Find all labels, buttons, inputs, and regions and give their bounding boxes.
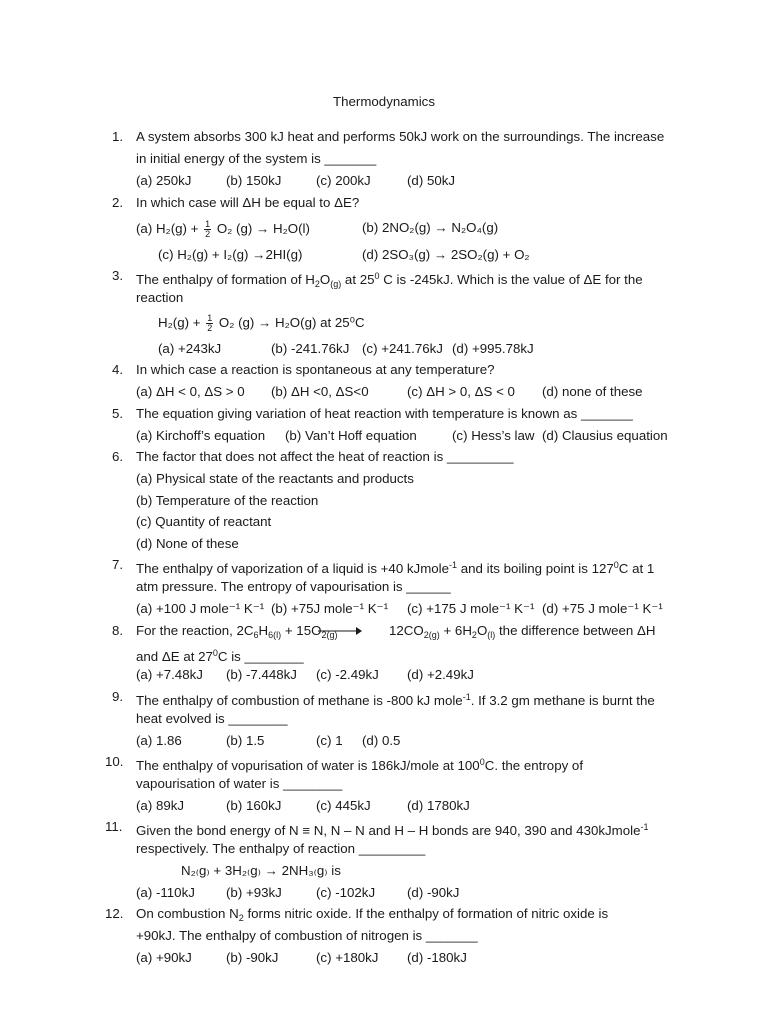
option-a [136,220,310,239]
fraction [206,314,213,333]
question-text [389,623,655,643]
subscript: 6(l) [268,630,282,640]
question-text [136,557,654,577]
option-a: (a) 89kJ [136,798,185,813]
text: O [319,272,331,287]
text: C is -245kJ. Which is the value of ΔE for the [379,272,643,287]
page-title: Thermodynamics [333,94,435,109]
question-text: A system absorbs 300 kJ heat and performs 50kJ work on the surroundings. The increase [136,129,665,144]
text: . If 3.2 gm methane is burnt the [470,693,655,708]
question-text [136,754,583,774]
fraction-numerator: 1 [205,219,211,229]
question-number: 4. [112,362,124,377]
text: C at 1 [618,561,655,576]
text: H [258,623,269,638]
question-text: vapourisation of water is ________ [136,776,343,791]
text: the difference between ΔH [495,623,656,638]
option-c: (c) H₂(g) + I₂(g) →2HI(g) [158,247,303,262]
text: O₂ (g) → H₂O(g) at 25⁰C [218,315,365,331]
option-c: (c) +180kJ [316,950,379,965]
superscript: 0 [374,271,380,281]
option-c: (c) 445kJ [316,798,371,813]
superscript: 0 [613,560,619,570]
option-c: (c) +175 J mole⁻¹ K⁻¹ [407,601,535,616]
option-b: (b) +93kJ [226,885,282,900]
option-b: (b) -241.76kJ [271,341,350,356]
superscript: 0 [479,757,485,767]
subscript: 2(g) [321,630,338,640]
question-text: reaction [136,290,184,305]
question-text: atm pressure. The entropy of vapourisation is ______ [136,579,451,594]
text: and ΔE at 27 [136,649,213,664]
question-number: 5. [112,406,124,421]
option-text: O₂ (g) → H₂O(l) [216,221,310,237]
option-c: (c) ΔH > 0, ΔS < 0 [407,384,515,399]
text: forms nitric oxide. If the enthalpy of formation of nitric oxide is [243,906,609,921]
superscript: 0 [212,648,218,658]
option-a: (a) 250kJ [136,173,192,188]
option-b: (b) +75J mole⁻¹ K⁻¹ [271,601,389,616]
option-b: (b) ΔH <0, ΔS<0 [271,384,369,399]
option-d: (d) None of these [136,536,239,551]
subscript: (g) [330,279,342,289]
question-text [136,906,608,926]
option-a: (a) -110kJ [136,885,195,900]
option-d: (d) -90kJ [407,885,460,900]
option-c: (c) 1 [316,733,343,748]
text: On combustion N [136,906,239,921]
subscript: 2 [314,279,320,289]
superscript: -1 [640,822,649,832]
option-d: (d) +2.49kJ [407,667,474,682]
question-number: 1. [112,129,124,144]
question-text: The factor that does not affect the heat of reaction is _________ [136,449,514,464]
reaction-equation [158,314,365,333]
option-a: (a) +243kJ [158,341,222,356]
option-d: (d) 50kJ [407,173,456,188]
reaction-arrow-icon [318,626,362,636]
question-text: In which case a reaction is spontaneous at any temperature? [136,362,495,377]
option-d: (d) none of these [542,384,643,399]
text: + 15O [281,623,322,638]
superscript: -1 [449,560,458,570]
text: H₂(g) + [158,315,201,331]
option-b: (b) -90kJ [226,950,279,965]
option-b: (b) 1.5 [226,733,265,748]
subscript: 2(g) [423,630,440,640]
option-d: (d) +995.78kJ [452,341,534,356]
option-c: (c) Hess’s law [452,428,535,443]
question-number: 10. [105,754,124,769]
option-d: (d) 1780kJ [407,798,470,813]
question-text: In which case will ΔH be equal to ΔE? [136,195,360,210]
text: C. the entropy of [484,758,584,773]
question-number: 8. [112,623,124,638]
question-number: 7. [112,557,124,572]
text: The enthalpy of combustion of methane is -800 kJ mole [136,693,463,708]
fraction-numerator: 1 [207,313,213,323]
reaction-equation: N₂₍g₎ + 3H₂₍g₎ → 2NH₃₍g₎ is [181,863,341,878]
text: Given the bond energy of N ≡ N, N – N and H – H bonds are 940, 390 and 430kJmole [136,823,641,838]
question-text [136,268,643,292]
option-c: (c) Quantity of reactant [136,514,272,529]
option-text: (a) H₂(g) + [136,221,199,237]
option-b: (b) -7.448kJ [226,667,297,682]
option-b: (b) 150kJ [226,173,282,188]
option-b: (b) 160kJ [226,798,282,813]
option-a: (a) Kirchoff’s equation [136,428,266,443]
question-text: respectively. The enthalpy of reaction _________ [136,841,426,856]
option-a: (a) Physical state of the reactants and products [136,471,414,486]
fraction [204,220,211,239]
question-text: +90kJ. The enthalpy of combustion of nitrogen is _______ [136,928,478,943]
subscript: 2 [471,630,477,640]
superscript: -1 [462,692,471,702]
question-number: 11. [105,819,123,834]
text: at 25 [341,272,375,287]
question-text [136,623,337,643]
text: The enthalpy of formation of H [136,272,315,287]
subscript: 6 [253,630,259,640]
text: The enthalpy of vaporization of a liquid is +40 kJmole [136,561,450,576]
option-c: (c) -102kJ [316,885,376,900]
option-d: (d) +75 J mole⁻¹ K⁻¹ [542,601,663,616]
question-number: 3. [112,268,124,283]
text: O [476,623,488,638]
option-a: (a) ΔH < 0, ΔS > 0 [136,384,245,399]
text: 12CO [389,623,424,638]
question-text: in initial energy of the system is _______ [136,151,377,166]
subscript: 2 [238,913,244,923]
text: For the reaction, 2C [136,623,254,638]
question-number: 9. [112,689,124,704]
fraction-denominator: 2 [205,229,211,239]
option-b: (b) 2NO₂(g) → N₂O₄(g) [362,220,499,235]
option-d: (d) -180kJ [407,950,467,965]
option-d: (d) Clausius equation [542,428,668,443]
text: C is ________ [217,649,304,664]
question-text [136,819,649,839]
question-text: heat evolved is ________ [136,711,288,726]
question-text [136,689,655,709]
option-a: (a) +7.48kJ [136,667,203,682]
question-number: 2. [112,195,124,210]
question-number: 12. [105,906,124,921]
option-a: (a) +90kJ [136,950,192,965]
option-a: (a) +100 J mole⁻¹ K⁻¹ [136,601,265,616]
option-d: (d) 0.5 [362,733,401,748]
option-a: (a) 1.86 [136,733,182,748]
text: and its boiling point is 127 [457,561,614,576]
subscript: (l) [487,630,496,640]
option-d: (d) 2SO₃(g) → 2SO₂(g) + O₂ [362,247,530,262]
question-text [136,645,304,665]
option-b: (b) Van’t Hoff equation [285,428,417,443]
option-c: (c) 200kJ [316,173,371,188]
text: + 6H [439,623,472,638]
question-number: 6. [112,449,124,464]
option-b: (b) Temperature of the reaction [136,493,319,508]
fraction-denominator: 2 [207,323,213,333]
option-c: (c) -2.49kJ [316,667,379,682]
text: The enthalpy of vopurisation of water is 186kJ/mole at 100 [136,758,480,773]
question-text: The equation giving variation of heat reaction with temperature is known as _______ [136,406,633,421]
option-c: (c) +241.76kJ [362,341,443,356]
